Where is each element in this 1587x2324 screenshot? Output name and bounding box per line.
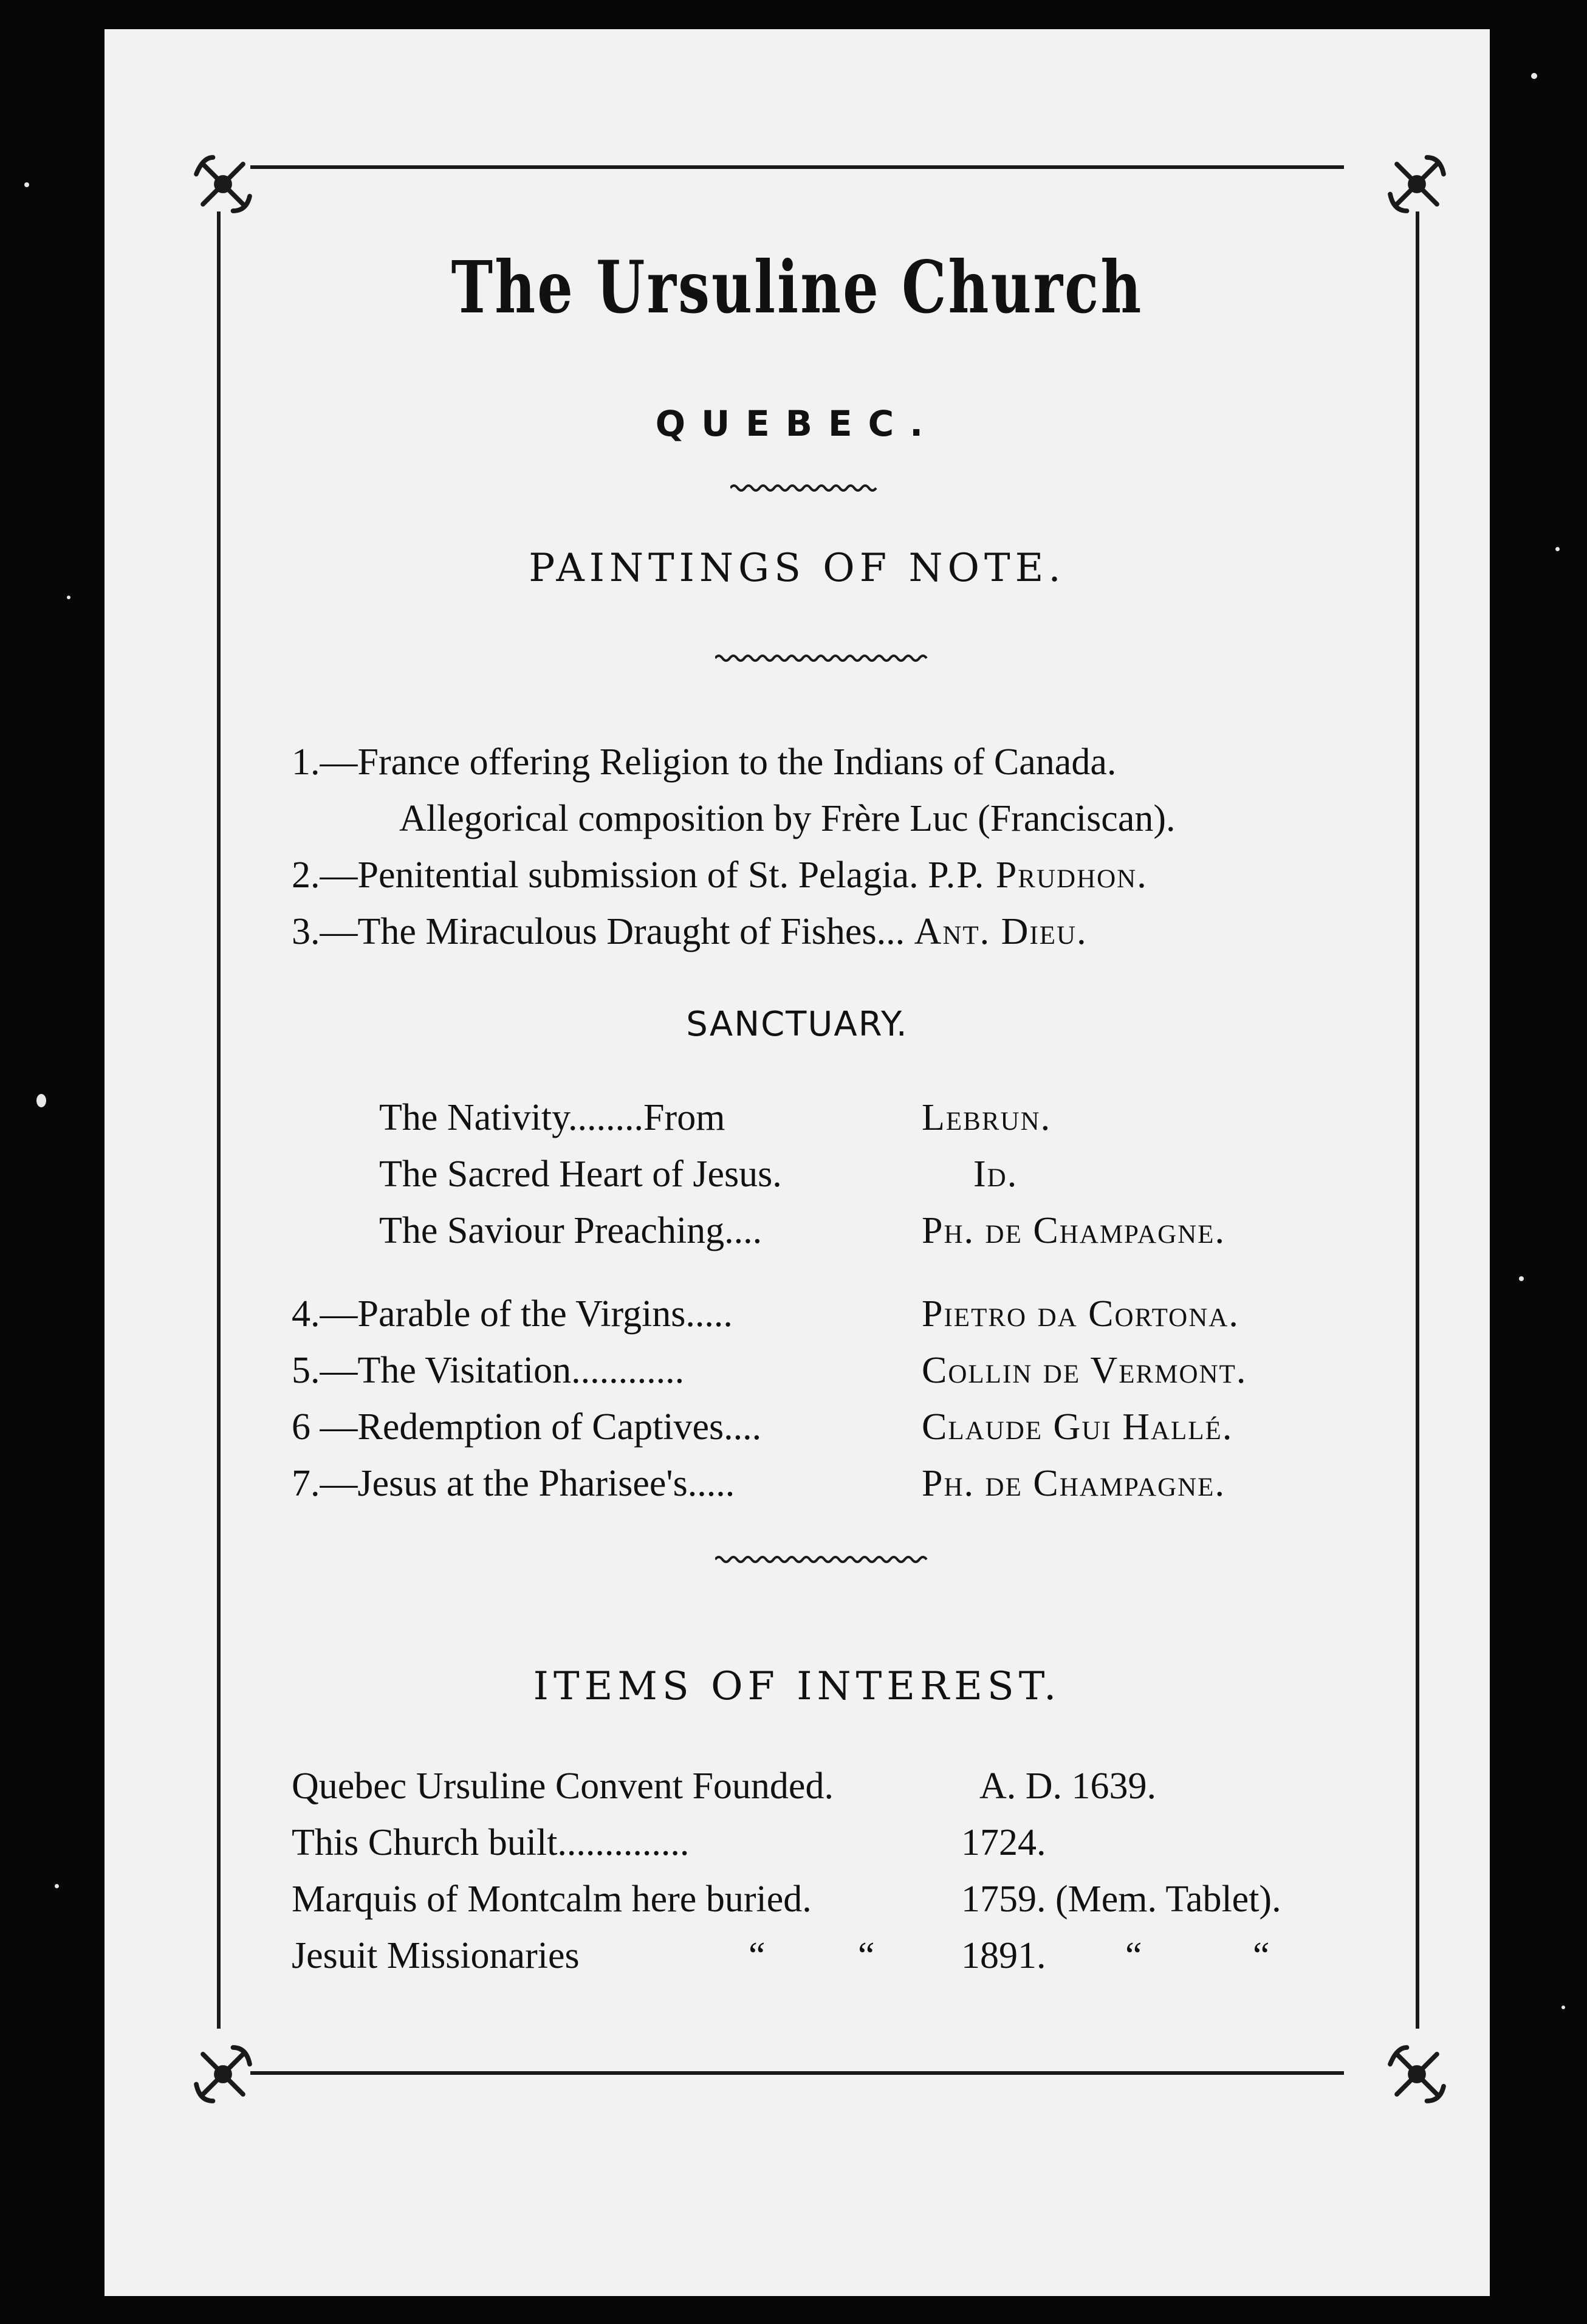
- interest-label: Marquis of Montcalm here buried.: [292, 1879, 812, 1920]
- ditto-mark: “: [1253, 1935, 1270, 1976]
- interest-value: 1724.: [961, 1822, 1046, 1863]
- sanctuary-item-artist: Lebrun.: [922, 1097, 1052, 1138]
- sanctuary-item-title: The Saviour Preaching....: [379, 1210, 763, 1251]
- sanctuary-item-artist: Id.: [973, 1153, 1018, 1195]
- interest-value: 1891.: [961, 1935, 1046, 1976]
- page-subtitle: QUEBEC.: [655, 403, 939, 444]
- sanctuary-heading: SANCTUARY.: [686, 1005, 908, 1044]
- list-item: 1.—France offering Religion to the Indians of Canada.: [292, 741, 1117, 783]
- items-heading: ITEMS OF INTEREST.: [533, 1664, 1061, 1709]
- border-top: [250, 165, 1344, 169]
- paintings-heading: PAINTINGS OF NOTE.: [529, 546, 1066, 591]
- painting-artist: Pietro da Cortona.: [922, 1293, 1239, 1335]
- sanctuary-item-artist: Ph. de Champagne.: [922, 1210, 1225, 1251]
- divider-squiggle: [730, 482, 882, 494]
- border-bottom: [250, 2071, 1344, 2075]
- sanctuary-item-title: The Nativity........From: [379, 1097, 725, 1138]
- painting-artist: Ph. de Champagne.: [922, 1463, 1225, 1504]
- ditto-mark: “: [1125, 1935, 1142, 1976]
- border-right: [1416, 211, 1419, 2029]
- sanctuary-item-title: The Sacred Heart of Jesus.: [379, 1153, 782, 1195]
- divider-squiggle: [715, 652, 934, 664]
- interest-value: 1759. (Mem. Tablet).: [961, 1879, 1281, 1920]
- list-item: [292, 856, 1148, 894]
- interest-label: Quebec Ursuline Convent Founded.: [292, 1765, 834, 1807]
- painting-title: 3.—The Miraculous Draught of Fishes...: [292, 911, 905, 952]
- corner-ornament-icon: [190, 151, 256, 218]
- painting-artist: P.P. Prudhon.: [928, 854, 1148, 896]
- border-left: [217, 211, 221, 2029]
- interest-label: Jesuit Missionaries: [292, 1935, 580, 1976]
- painting-artist: Ant. Dieu.: [914, 911, 1088, 952]
- program-card: [105, 29, 1490, 2296]
- painting-title: 6 —Redemption of Captives....: [292, 1406, 762, 1448]
- corner-ornament-icon: [1383, 151, 1450, 218]
- painting-artist: Claude Gui Hallé.: [922, 1406, 1233, 1448]
- corner-ornament-icon: [190, 2041, 256, 2108]
- ditto-mark: “: [858, 1935, 875, 1976]
- interest-label: This Church built..............: [292, 1822, 690, 1863]
- painting-title: 4.—Parable of the Virgins.....: [292, 1293, 733, 1335]
- divider-squiggle: [715, 1553, 934, 1566]
- painting-artist: Collin de Vermont.: [922, 1350, 1247, 1391]
- painting-title: 5.—The Visitation............: [292, 1350, 685, 1391]
- painting-title: 7.—Jesus at the Pharisee's.....: [292, 1463, 735, 1504]
- page-title: The Ursuline Church: [451, 245, 1143, 329]
- list-item: Allegorical composition by Frère Luc (Franciscan).: [399, 798, 1176, 839]
- painting-title: 2.—Penitential submission of St. Pelagia.: [292, 854, 919, 896]
- corner-ornament-icon: [1383, 2041, 1450, 2108]
- list-item: [292, 913, 1088, 951]
- interest-value: A. D. 1639.: [979, 1765, 1157, 1807]
- ditto-mark: “: [749, 1935, 766, 1976]
